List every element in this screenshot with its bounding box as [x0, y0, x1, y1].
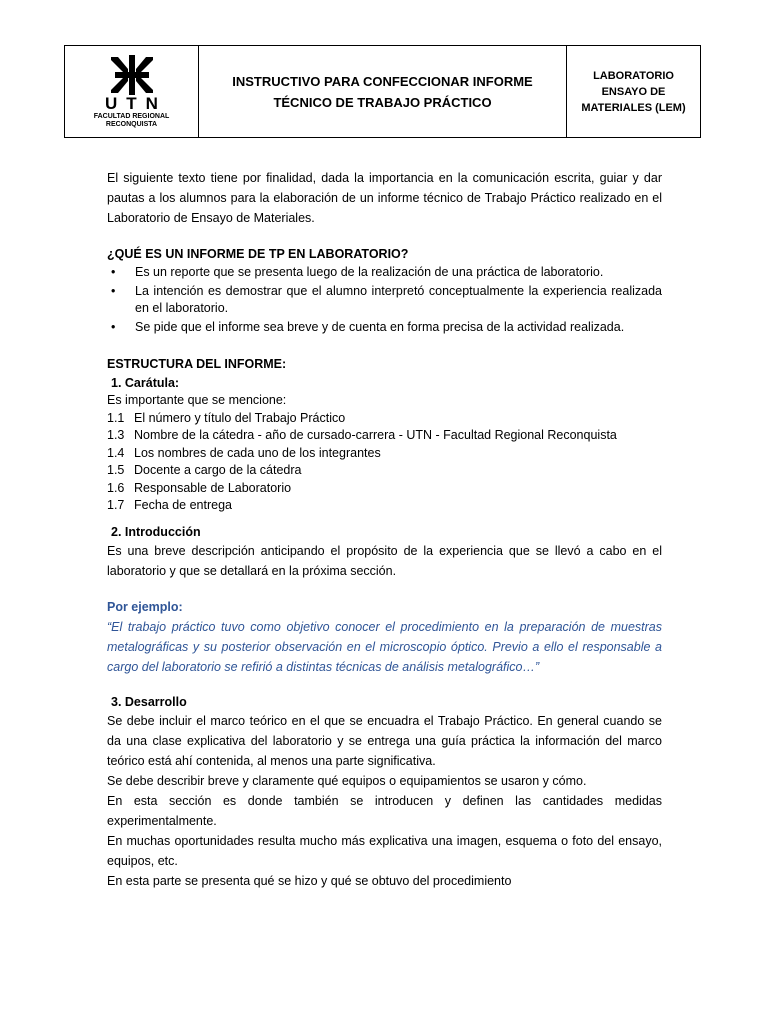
desarrollo-paragraph: En esta parte se presenta qué se hizo y qué se obtuvo del procedimiento — [107, 873, 512, 888]
list-item: • Se pide que el informe sea breve y de cuenta en forma precisa de la actividad realizada. — [111, 320, 625, 334]
section-heading-estructura: ESTRUCTURA DEL INFORME: — [107, 357, 287, 371]
lab-name: LABORATORIO ENSAYO DE MATERIALES (LEM) — [581, 69, 686, 114]
utn-logo-icon — [109, 55, 155, 95]
logo-name: UTN — [105, 93, 167, 113]
desarrollo-heading: 3. Desarrollo — [111, 694, 187, 709]
caratula-item: 1.5 Docente a cargo de la cátedra — [107, 463, 302, 477]
caratula-item: 1.6 Responsable de Laboratorio — [107, 480, 292, 495]
desarrollo-body — [107, 711, 662, 891]
caratula-item: 1.1 El número y título del Trabajo Práctico — [107, 410, 346, 425]
caratula-item: 1.7 Fecha de entrega — [107, 498, 232, 512]
section-heading-que-es: ¿QUÉ ES UN INFORME DE TP EN LABORATORIO? — [107, 247, 409, 261]
introduccion-heading: 2. Introducción — [111, 524, 201, 539]
desarrollo-paragraph: En esta sección es donde también se introducen y definen las cantidades medidas experimentalmente. — [107, 793, 662, 828]
document-header — [64, 45, 701, 138]
list-item: • La intención es demostrar que el alumno interpretó conceptualmente la experiencia realizada en el laboratorio. — [111, 284, 662, 315]
que-es-list — [107, 264, 662, 336]
logo-line1: FACULTAD REGIONAL — [93, 112, 170, 120]
caratula-item: 1.4 Los nombres de cada uno de los integrantes — [107, 445, 381, 460]
caratula-lead: Es importante que se mencione: — [107, 393, 287, 407]
desarrollo-paragraph: Se debe incluir el marco teórico en el que se encuadra el Trabajo Práctico. En general cuando se da una clase explicativa del laboratorio y se entrega una guía práctica la información del marco teórico está ahí contenida, al menos una parte significativa. — [107, 713, 662, 768]
introduccion-text: Es una breve descripción anticipando el propósito de la experiencia que se llevó a cabo en el laboratorio y que se detallará en la próxima sección. — [107, 543, 662, 578]
list-item: • Es un reporte que se presenta luego de la realización de una práctica de laboratorio. — [111, 265, 604, 279]
document-body — [107, 168, 662, 891]
logo-line2: RECONQUISTA — [105, 120, 158, 128]
logo-cell — [65, 46, 199, 137]
desarrollo-paragraph: En muchas oportunidades resulta mucho más explicativa una imagen, esquema o foto del ensayo, equipos, etc. — [107, 833, 662, 868]
document-title: INSTRUCTIVO PARA CONFECCIONAR INFORME TÉCNICO DE TRABAJO PRÁCTICO — [199, 46, 567, 137]
caratula-heading: 1. Carátula: — [111, 376, 180, 390]
ejemplo-heading: Por ejemplo: — [107, 599, 183, 614]
ejemplo-text: “El trabajo práctico tuvo como objetivo conocer el procedimiento en la preparación de muestras metalográficas y su posterior observación en el microscopio óptico. Previo a ello el responsable a cargo del laboratorio se refirió a distintas técnicas de análisis metalográfico…” — [107, 619, 662, 674]
intro-paragraph: El siguiente texto tiene por finalidad, dada la importancia en la comunicación escrita, guiar y dar pautas a los alumnos para la elaboración de un informe técnico de Trabajo Práctico realizado en el Laboratorio de Ensayo de Materiales. — [107, 171, 662, 225]
desarrollo-paragraph: Se debe describir breve y claramente qué equipos o equipamientos se usaron y cómo. — [107, 773, 587, 788]
caratula-item: 1.3 Nombre de la cátedra - año de cursado-carrera - UTN - Facultad Regional Reconquista — [107, 428, 617, 442]
